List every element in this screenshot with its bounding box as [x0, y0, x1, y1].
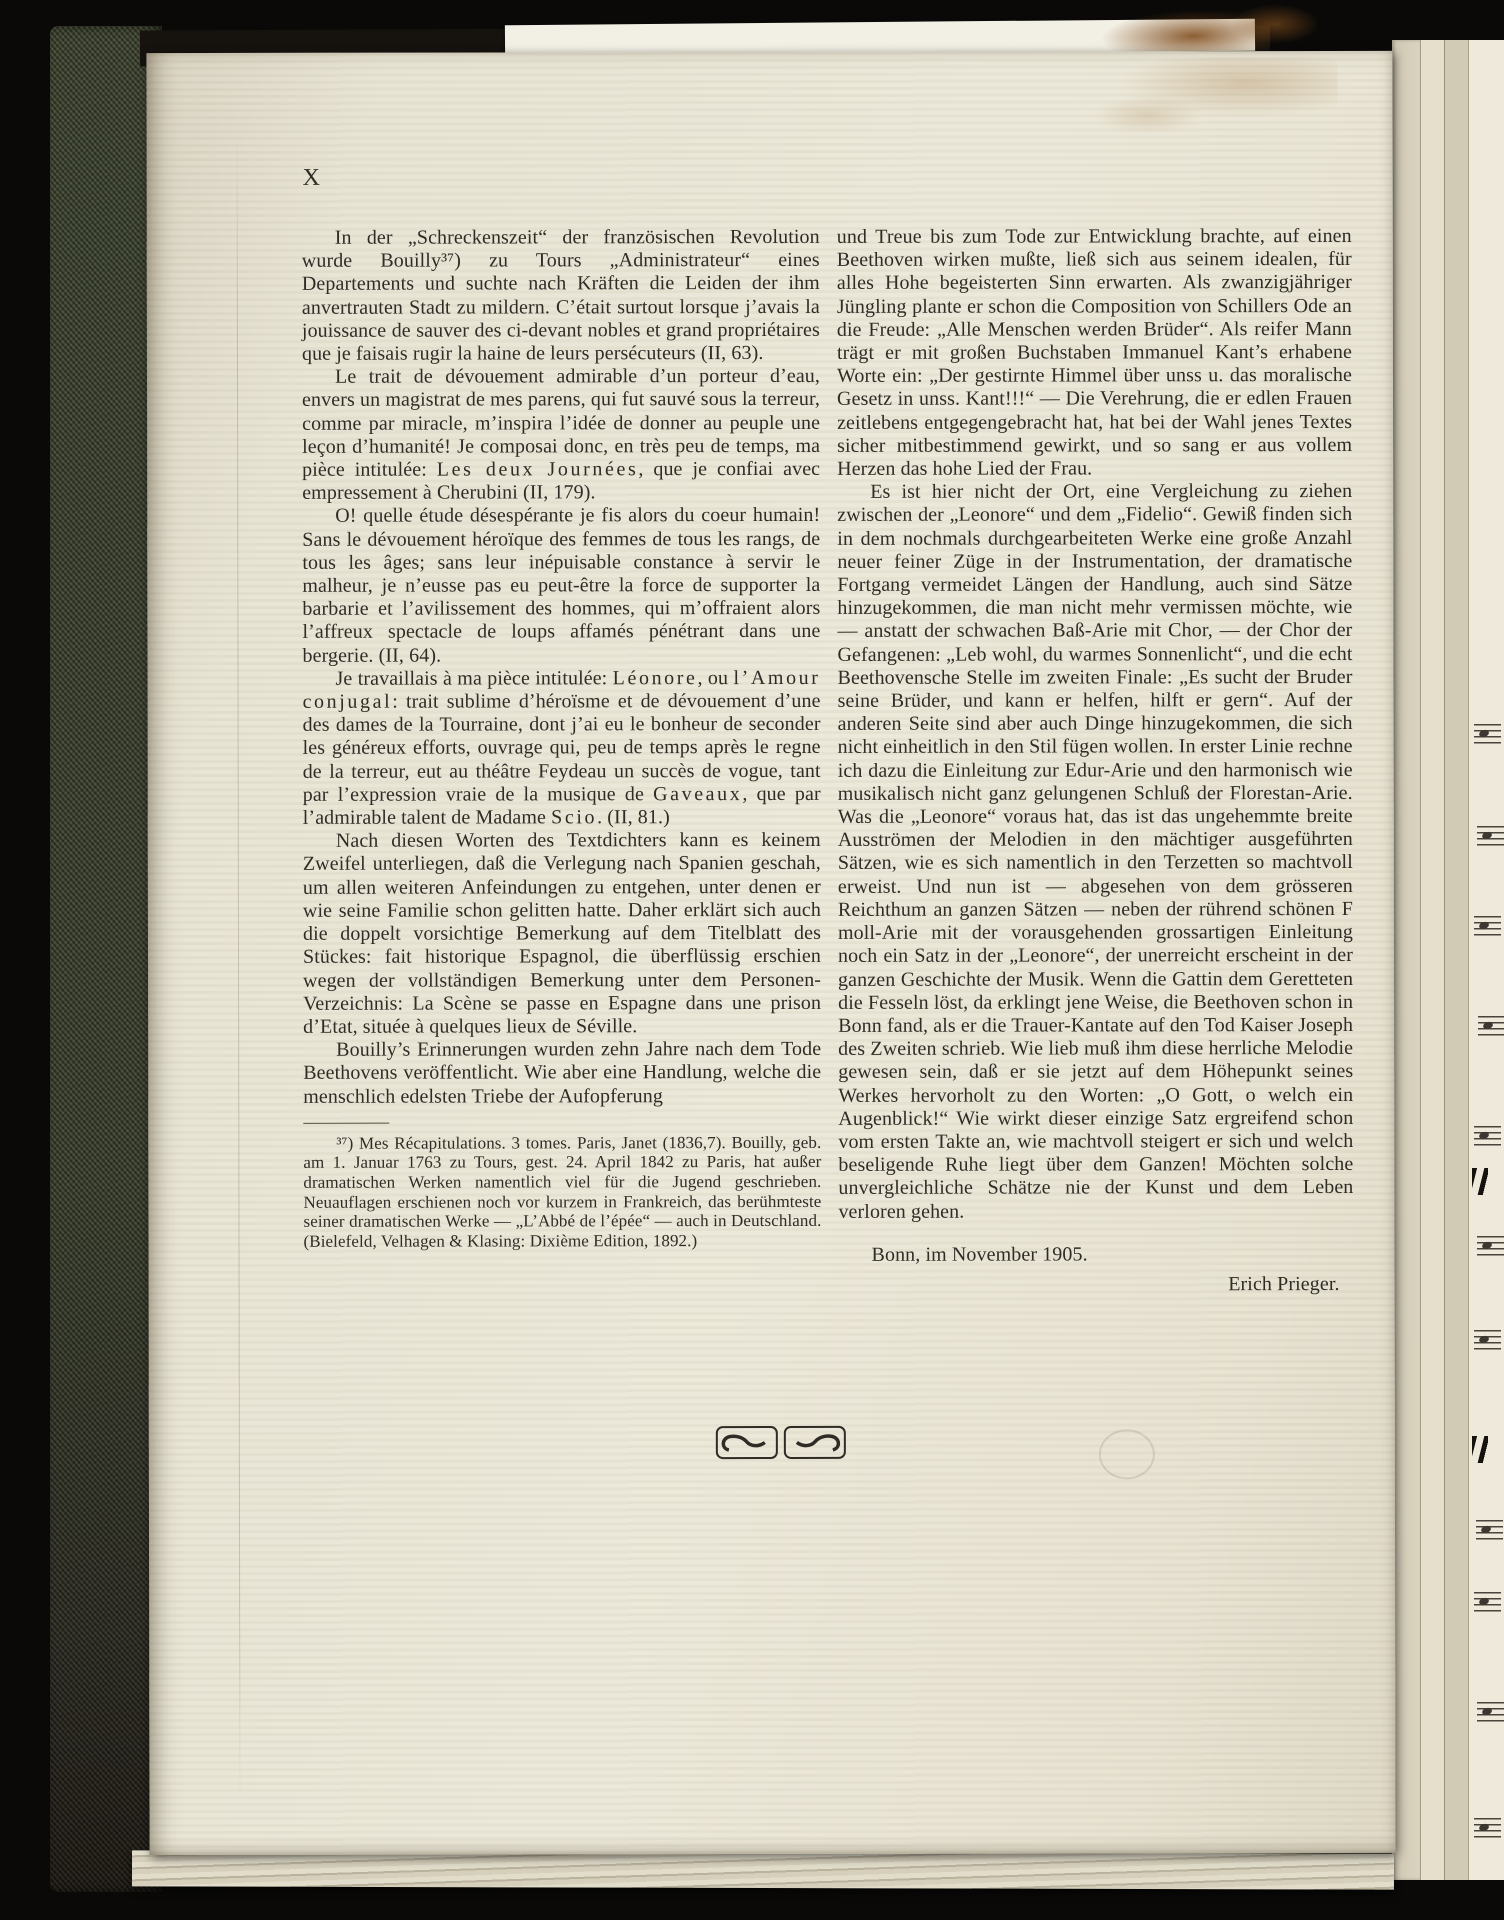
music-notation-fragment — [1472, 1436, 1488, 1463]
music-notation-fragment — [1474, 1592, 1501, 1613]
music-notation-fragment — [1478, 1016, 1504, 1037]
blind-stamp-mark — [1099, 1429, 1155, 1479]
music-notation-fragment — [1477, 826, 1504, 847]
music-notation-fragment — [1474, 1818, 1501, 1839]
book-page — [146, 51, 1395, 1855]
paragraph: O! quelle étude désespérante je fis alors du coeur humain! Sans le dévouement héroïque des femmes de tous les rangs, de tous les âges; sans leur inépuisable constance à servir le malheur, je n’eusse pas eu peut-être la force de supporter la barbarie et l’avilissement des hommes, qui m’offraient alors l’affreux spectacle de loups affamés pénétrant dans une bergerie. (II, 64). — [302, 504, 821, 667]
foxing-stain — [1093, 95, 1203, 135]
book-cover-edge — [50, 26, 162, 1892]
music-notation-fragment — [1474, 724, 1501, 745]
page-bottom-edges — [132, 1850, 1394, 1889]
page-stack-edge — [1444, 40, 1469, 1880]
right-column — [837, 225, 1354, 1297]
music-notation-fragment — [1474, 916, 1501, 937]
page-number: X — [302, 164, 323, 191]
music-notation-fragment — [1474, 1330, 1501, 1351]
footnote-rule — [303, 1122, 389, 1123]
left-column — [302, 226, 822, 1251]
dateline: Bonn, im November 1905. — [871, 1243, 1088, 1266]
left-column-text — [302, 226, 822, 1109]
music-notation-fragment — [1472, 1168, 1488, 1195]
paragraph: Nach diesen Worten des Textdichters kann es keinem Zweifel unterliegen, daß die Verlegung nach Spanien geschah, um allen weiteren Anfeindungen zu entgehen, unter denen er wie seine Familie schon gelitten hatte. Daher erklärt sich auch die doppelt vorsichtige Bemerkung auf dem Titelblatt des Stückes: fait historique Espagnol, die überflüssig erschien wegen der vollständigen Bemerkung unter dem Personen-Verzeichnis: La Scène se passe en Espagne dans une prison d’Etat, située à quelques lieux de Séville. — [302, 829, 822, 1038]
paragraph: Le trait de dévouement admirable d’un porteur d’eau, envers un magistrat de mes parens, qui fut sauvé sous la terreur, comme par miracle, m’inspira l’idée de donner au peuple une leçon d’humanité! Je composai donc, en très peu de temps, ma pièce intitulée: Les deux Journées, que je confiai avec empressement à Cherubini (II, 179). — [302, 365, 821, 505]
paragraph: Es ist hier nicht der Ort, eine Vergleichung zu ziehen zwischen der „Leonore“ und dem „Fidelio“. Gewiß finden sich in dem nochmals durchgearbeiteten Werke eine große Anzahl neuer feiner Züge in der Instrumentation, der dramatische Fortgang vermeidet Längen der Handlung, auch sind Sätze hinzugekommen, die man nicht mehr vermissen möchte, wie — anstatt der schwachen Baß-Arie mit Chor, — der Chor der Gefangenen: „Leb wohl, du warmes Sonnenlicht“, und die echt Beethovensche Stelle im zweiten Finale: „Es sucht der Bruder seine Brüder, und kann er helfen, hilft er gern“. Auf der anderen Seite sind aber auch Dinge hinzugekommen, die sich nicht einheitlich in den Stil fügen wollen. In erster Linie rechne ich dazu die Einleitung zur Edur-Arie und den harmonisch wie musikalisch nicht ganz gelungenen Schluß der Florestan-Arie. Was die „Leonore“ voraus hat, das ist das ungehemmte breite Ausströmen der Melodien in den mächtiger ausgeführten Sätzen, wie es sich namentlich in den Terzetten so machtvoll erweist. Und nun ist — abgesehen von dem grösseren Reichthum an ganzen Sätzen — neben der rührend schönen F moll-Arie mit der vorausgehenden grossartigen Einleitung noch ein Satz in der „Leonore“, der unerreicht erscheint in der ganzen Geschichte der Musik. Wenn die Gattin dem Geretteten die Fesseln löst, da erklingt jene Weise, die Beethoven schon in Bonn fand, als er die Trauer-Kantate auf den Tod Kaiser Joseph des Zweiten schrieb. Wie lieb muß ihm diese herrliche Melodie gewesen sein, daß er sie jetzt auf dem Höhepunkt seines Werkes hervorholt zu den Worten: „O Gott, o welch ein Augenblick!“ Wie wirkt dieser einzige Satz ergreifend schon vom ersten Takte an, wie machtvoll steigert er sich und welch beseligende Ruhe liegt über dem Ganzen! Möchten solche unvergleichliche Schätze nie der Kunst und dem Leben verloren gehen. — [837, 480, 1354, 1223]
music-notation-fragment — [1477, 1236, 1504, 1257]
music-notation-fragment — [1476, 1520, 1503, 1541]
paragraph: Bouilly’s Erinnerungen wurden zehn Jahre nach dem Tode Beethovens veröffentlicht. Wie aber eine Handlung, welche die menschlich edelsten Triebe der Aufopferung — [303, 1038, 822, 1108]
signature: Erich Prieger. — [1228, 1272, 1340, 1296]
tailpiece-ornament — [715, 1424, 847, 1462]
page-stack-edge — [1392, 40, 1420, 1880]
page-stack-edge — [1420, 40, 1445, 1880]
paragraph: In der „Schreckenszeit“ der französischen Revolution wurde Bouilly³⁷) zu Tours „Administrateur“ eines Departements und suchte nach Kräften die Leiden der ihm anvertrauten Stadt zu mildern. C’était surtout lorsque j’avais la jouissance de sauver des ci-devant nobles et grand propriétaires que je faisais rugir la haine de leurs persécuteurs (II, 63). — [301, 225, 820, 365]
music-notation-fragment — [1474, 1126, 1501, 1147]
paper-crease — [237, 123, 241, 1813]
paragraph: und Treue bis zum Tode zur Entwicklung brachte, auf einen Beethoven wirken mußte, ließ sich aus seinem idealen, für alles Hohe begeisterten Sinn erwarten. Als zwanzigjähriger Jüngling plante er schon die Composition von Schillers Ode an die Freude: „Alle Menschen werden Brüder“. Als reifer Mann trägt er mit großen Buchstaben Immanuel Kant’s erhabene Worte ein: „Der gestirnte Himmel über unss u. das moralische Gesetz in unss. Kant!!!“ — Die Verehrung, die er edlen Frauen zeitlebens entgegengebracht hat, hat bei der Wahl jenes Textes sicher mitbestimmend gewirkt, und so sang er aus vollem Herzen das hohe Lied der Frau. — [836, 224, 1353, 480]
music-notation-fragment — [1477, 1702, 1504, 1723]
footnote — [303, 1133, 821, 1251]
paragraph: ³⁷) Mes Récapitulations. 3 tomes. Paris, Janet (1836,7). Bouilly, geb. am 1. Januar 1763 zu Tours, gest. 24. April 1842 zu Paris, hat außer dramatischen Werken namentlich viel für die Jugend geschrieben. Neuauflagen erschienen noch vor kurzem in Frankreich, das berühmteste seiner dramatischen Werke — „L’Abbé de l’épée“ — auch in Deutschland. (Bielefeld, Velhagen & Klasing: Dixième Edition, 1892.) — [303, 1132, 822, 1251]
paragraph: Je travaillais à ma pièce intitulée: Léonore, ou l’Amour conjugal: trait sublime d’héroïsme et de dévouement d’une des dames de la Tourraine, dont j’ai eu le bonheur de seconder les généreux efforts, ouvrage qui, peu de temps après le regne de la terreur, eut au théâtre Feydeau un succès de vogue, tant par l’expression vraie de la musique de Gaveaux, que par l’admirable talent de Madame Scio. (II, 81.) — [302, 666, 821, 829]
right-column-text — [837, 225, 1354, 1224]
foxing-stain — [1230, 4, 1320, 44]
